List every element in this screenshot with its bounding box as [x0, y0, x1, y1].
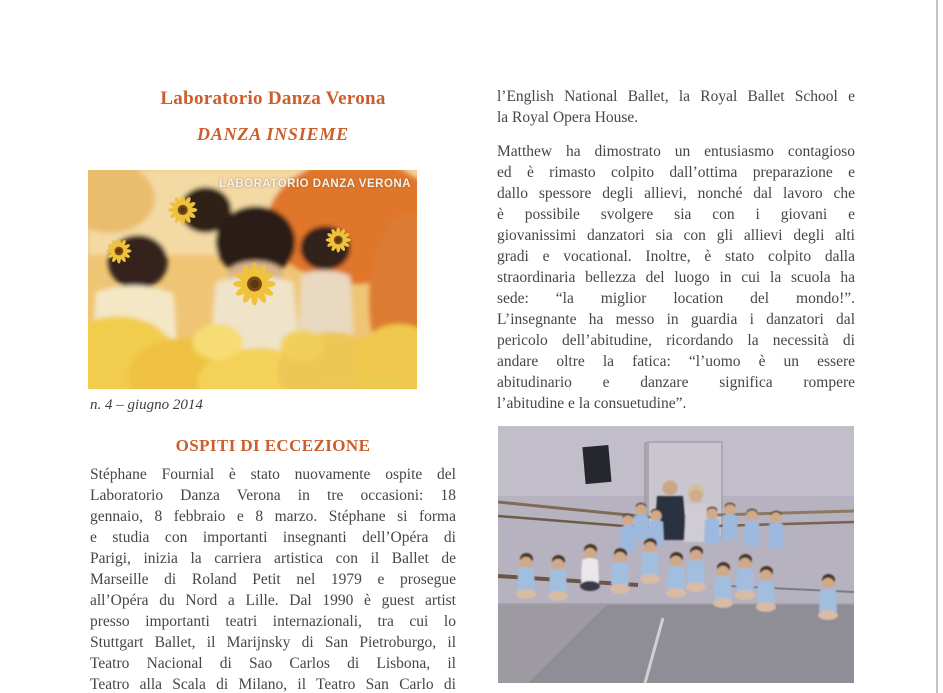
cover-photo-overlay-title: LABORATORIO DANZA VERONA: [219, 178, 411, 190]
text-line: Matthew ha dimostrato un entusiasmo contagioso: [497, 143, 855, 160]
text-line: abitudinario e danzare significa rompere: [497, 374, 855, 391]
text-line: Marseille di Roland Petit nel 1979 e prosegue: [90, 571, 456, 588]
newsletter-title: Laboratorio Danza Verona: [160, 88, 386, 109]
left-column-paragraph: [90, 464, 456, 693]
text-line: dallo spessore degli allievi, nonché dal lavoro che: [497, 185, 855, 202]
text-line: Teatro Nacional di Sao Carlos di Lisbona, il: [90, 655, 456, 672]
text-line: L’insegnante ha messo in guardia i danzatori dal: [497, 311, 855, 328]
class-photo: [498, 426, 854, 683]
text-line: Laboratorio Danza Verona in tre occasioni: 18: [90, 487, 456, 504]
masthead: [90, 88, 456, 145]
text-line: gradi e vocational. Inoltre, è stato colpito dalla: [497, 248, 855, 265]
cover-photo: [88, 170, 417, 389]
text-line: Stuttgart Ballet, il Marijnsky di San Pietroburgo, il: [90, 634, 456, 651]
text-line: sede: “la miglior location del mondo!”.: [497, 290, 855, 307]
teacher-figure: [663, 481, 678, 496]
text-line: straordinaria bellezza del luogo in cui la scuola ha: [497, 269, 855, 286]
right-column-paragraph-2: [497, 141, 855, 414]
text-line: giovanissimi danzatori sia con gli allievi degli alti: [497, 227, 855, 244]
speaker-box: [582, 445, 611, 484]
issue-caption: n. 4 – giugno 2014: [90, 397, 203, 413]
section-heading: OSPITI DI ECCEZIONE: [175, 436, 371, 455]
text-line: gennaio, 8 febbraio e 8 marzo. Stéphane si forma: [90, 508, 456, 525]
text-line: presso importanti teatri internazionali, tra cui lo: [90, 613, 456, 630]
text-line: ed è rimasto colpito dall’ottima preparazione e: [497, 164, 855, 181]
text-line: Parigi, inizia la carriera artistica con il Ballet de: [90, 550, 456, 567]
text-line: Stéphane Fournial è stato nuovamente ospite del: [90, 466, 456, 483]
newsletter-subtitle: DANZA INSIEME: [197, 124, 349, 144]
right-column-paragraph-1: [497, 86, 855, 128]
cover-photo-credit: FOTO ARTECOLORE: [327, 374, 408, 383]
text-line: pericolo dell’abitudine, ricordando la necessità di: [497, 332, 855, 349]
text-line: l’English National Ballet, la Royal Ballet School e: [497, 88, 855, 105]
cover-photo-illustration: [88, 170, 417, 389]
text-line: all’Opéra du Nord a Lille. Dal 1990 è guest artist: [90, 592, 456, 609]
text-line: e studia con importanti insegnanti dell’Opéra di: [90, 529, 456, 546]
page-edge-divider: [936, 0, 938, 693]
text-line: la Royal Opera House.: [497, 109, 639, 126]
class-photo-illustration: [498, 426, 854, 683]
text-line: è possibile svolgere sia con i giovani e: [497, 206, 855, 223]
text-line: andare oltre la fatica: “l’uomo è un essere: [497, 353, 855, 370]
text-line: l’abitudine e la consuetudine”.: [497, 395, 687, 412]
text-line: Teatro alla Scala di Milano, il Teatro San Carlo di: [90, 676, 456, 693]
